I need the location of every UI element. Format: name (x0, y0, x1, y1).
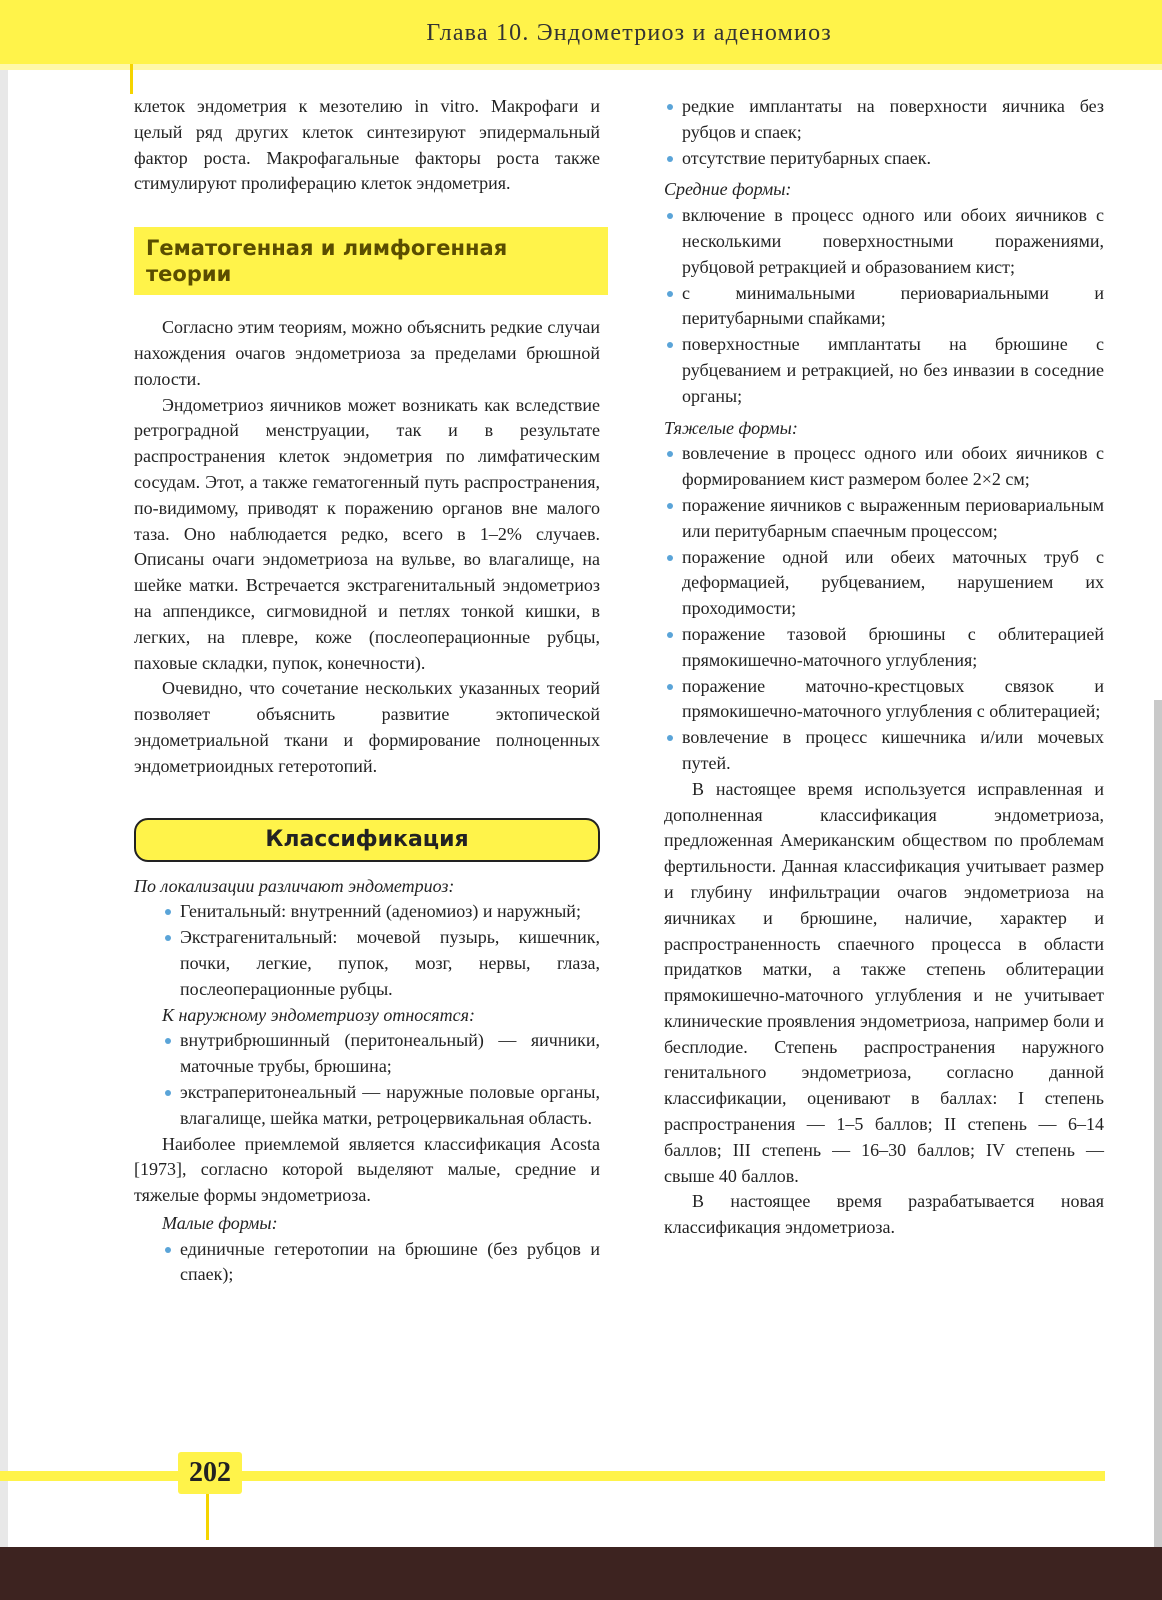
list-item: поражение яичников с выраженным периовариальным или перитубарным спаечным процессом; (664, 493, 1104, 545)
bullet-list (134, 899, 600, 1002)
paragraph: Эндометриоз яичников может возникать как вследствие ретроградной менструации, так и в результате распространения клеток эндометрия по лимфатическим сосудам. Этот, а также гематогенный путь распространения, по-видимому, приводят к поражению органов вне малого таза. Оно наблюдается редко, всего в 1–2% случаев. Описаны очаги эндометриоза на вульве, во влагалище, на шейке матки. Встречается экстрагенитальный эндометриоз на аппендиксе, сигмовидной и петлях тонкой кишки, в легких, на плевре, коже (послеоперационные рубцы, паховые складки, пупок, конечности). (134, 394, 600, 673)
list-item: единичные гетеротопии на брюшине (без рубцов и спаек); (162, 1237, 600, 1289)
list-item: поражение маточно-крестцовых связок и прямокишечно-маточного углубления с облитерацией; (664, 674, 1104, 726)
list-item: внутрибрюшинный (перитонеальный) — яичники, маточные трубы, брюшина; (162, 1028, 600, 1080)
paragraph-intro: клеток эндометрия к мезотелию in vitro. Макрофаги и целый ряд других клеток синтезируют эпидермальный фактор роста. Макрофагальные факторы роста также стимулируют пролиферацию клеток эндометрия. (134, 96, 600, 194)
paragraph: Согласно этим теориям, можно объяснить редкие случаи нахождения очагов эндометриоза за пределами брюшной полости. (134, 317, 600, 389)
paragraph: Наиболее приемлемой является классификация Acosta [1973], согласно которой выделяют малые, средние и тяжелые формы эндометриоза. (134, 1133, 600, 1206)
bullet-list (664, 203, 1104, 409)
list-item: Экстрагенитальный: мочевой пузырь, кишечник, почки, легкие, пупок, мозг, нервы, глаза, послеоперационные рубцы. (162, 925, 600, 1002)
page-number: 202 (189, 1457, 231, 1488)
section-title: Гематогенная и лимфогенная теории (146, 236, 508, 287)
page-edge-shadow (0, 0, 8, 1600)
page-edge-right (1154, 700, 1162, 1580)
bullet-list (664, 441, 1104, 776)
list-item: с минимальными периовариальными и перитубарными спайками; (664, 281, 1104, 333)
list-item: отсутствие перитубарных спаек. (664, 146, 1104, 172)
bullet-list (664, 94, 1104, 171)
subheading: Средние формы: (664, 179, 792, 200)
list-item: поражение одной или обеих маточных труб с деформацией, рубцеванием, нарушением их проходимости; (664, 545, 1104, 622)
section-title: Классификация (265, 826, 469, 852)
margin-marker (130, 64, 133, 94)
paragraph: Очевидно, что сочетание нескольких указанных теорий позволяет объяснить развитие эктопической эндометриальной ткани и формирование полноценных эндометриоидных гетеротопий. (134, 678, 600, 776)
header-underline (0, 64, 1162, 70)
page-number-box (178, 1452, 242, 1494)
section-heading-box (134, 818, 600, 862)
list-item: вовлечение в процесс одного или обоих яичников с формированием кист размером более 2×2 см; (664, 441, 1104, 493)
list-item: поверхностные имплантаты на брюшине с рубцеванием и ретракцией, но без инвазии в соседние органы; (664, 332, 1104, 409)
list-item: экстраперитонеальный — наружные половые органы, влагалище, шейка матки, ретроцервикальная область. (162, 1080, 600, 1132)
scan-bottom-edge (0, 1547, 1162, 1600)
footer-rule (0, 1471, 1105, 1481)
subheading: Тяжелые формы: (664, 417, 798, 438)
bullet-list (134, 1028, 600, 1131)
list-item: Генитальный: внутренний (аденомиоз) и наружный; (162, 899, 600, 925)
list-item: поражение тазовой брюшины с облитерацией прямокишечно-маточного углубления; (664, 622, 1104, 674)
list-item: редкие имплантаты на поверхности яичника без рубцов и спаек; (664, 94, 1104, 146)
list-item: вовлечение в процесс кишечника и/или мочевых путей. (664, 725, 1104, 777)
subheading: К наружному эндометриозу относятся: (162, 1004, 475, 1025)
list-item: включение в процесс одного или обоих яичников с несколькими поверхностными поражениями, рубцовой ретракцией и образованием кист; (664, 203, 1104, 280)
section-heading-box (134, 227, 608, 295)
running-head: Глава 10. Эндометриоз и аденомиоз (426, 20, 832, 46)
bullet-list (134, 1237, 600, 1289)
paragraph: В настоящее время используется исправленная и дополненная классификация эндометриоза, предложенная Американским обществом по проблемам фертильности. Данная классификация учитывает размер и глубину инфильтрации очагов эндометриоза на яичниках и брюшине, наличие, характер и распространенность спаечного процесса в области придатков матки, а также степень облитерации прямокишечно-маточного углубления и не учитывает клинические проявления эндометриоза, например боли и бесплодие. Степень распространения наружного генитального эндометриоза, согласно данной классификации, оценивают в баллах: I степень распространения — 1–5 баллов; II степень — 6–14 баллов; III степень — 16–30 баллов; IV степень — свыше 40 баллов. (664, 778, 1104, 1186)
subheading: Малые формы: (162, 1212, 278, 1233)
right-column (664, 94, 1104, 1241)
left-column (134, 94, 600, 1288)
paragraph: В настоящее время разрабатывается новая классификация эндометриоза. (664, 1191, 1104, 1238)
subheading: По локализации различают эндометриоз: (134, 875, 455, 896)
